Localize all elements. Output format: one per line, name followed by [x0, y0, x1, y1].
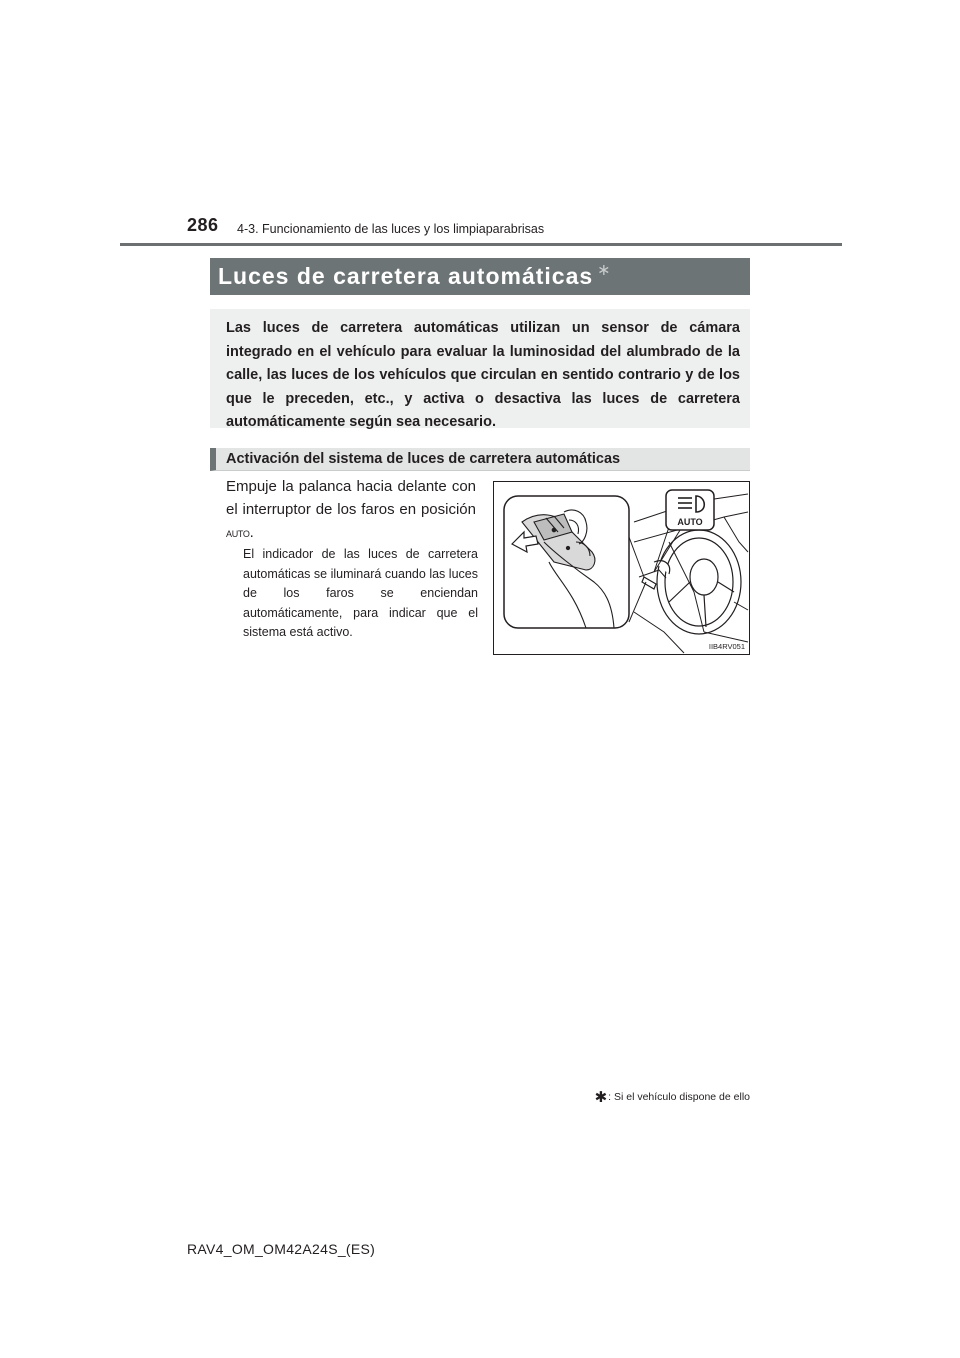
page-number: 286	[187, 215, 219, 235]
section-heading-text: Activación del sistema de luces de carretera automáticas	[226, 451, 621, 467]
illustration-figure	[493, 481, 750, 655]
indicator-note: El indicador de las luces de carretera automáticas se iluminará cuando las luces de los faros se enciendan automáticamente, para indicar que el sistema está activo.	[243, 547, 478, 639]
instruction-prefix: Empuje la palanca hacia delante con el interruptor de los faros en posición	[226, 478, 476, 518]
footnote-star: ✱	[594, 1089, 608, 1106]
footnote	[595, 1088, 750, 1106]
page-title: Luces de carretera automáticas	[218, 263, 594, 289]
title-asterisk: ∗	[597, 261, 611, 279]
intro-box	[210, 309, 750, 428]
instruction-text	[226, 475, 476, 546]
document-id: RAV4_OM_OM42A24S_(ES)	[187, 1241, 376, 1257]
title-bar	[210, 258, 750, 295]
header-rule	[120, 243, 842, 246]
section-path: 4-3. Funcionamiento de las luces y los limpiaparabrisas	[237, 222, 545, 236]
instruction-suffix: .	[249, 524, 254, 541]
lever-illustration	[494, 482, 749, 654]
figure-code: IIB4RV051	[708, 642, 745, 651]
auto-indicator-label: AUTO	[677, 517, 703, 527]
steering-wheel-icon	[657, 530, 741, 634]
intro-text: Las luces de carretera automáticas utilizan un sensor de cámara integrado en el vehículo para evaluar la luminosidad del alumbrado de la calle, las luces de los vehículos que circulan en sentido contrario y de los que le preceden, etc., y activa o desactiva las luces de carretera automáticamente según sea necesario.	[226, 320, 740, 430]
auto-position-label: AUTO	[226, 529, 250, 539]
footnote-text: : Si el vehículo dispone de ello	[608, 1091, 750, 1103]
section-heading	[210, 448, 750, 471]
